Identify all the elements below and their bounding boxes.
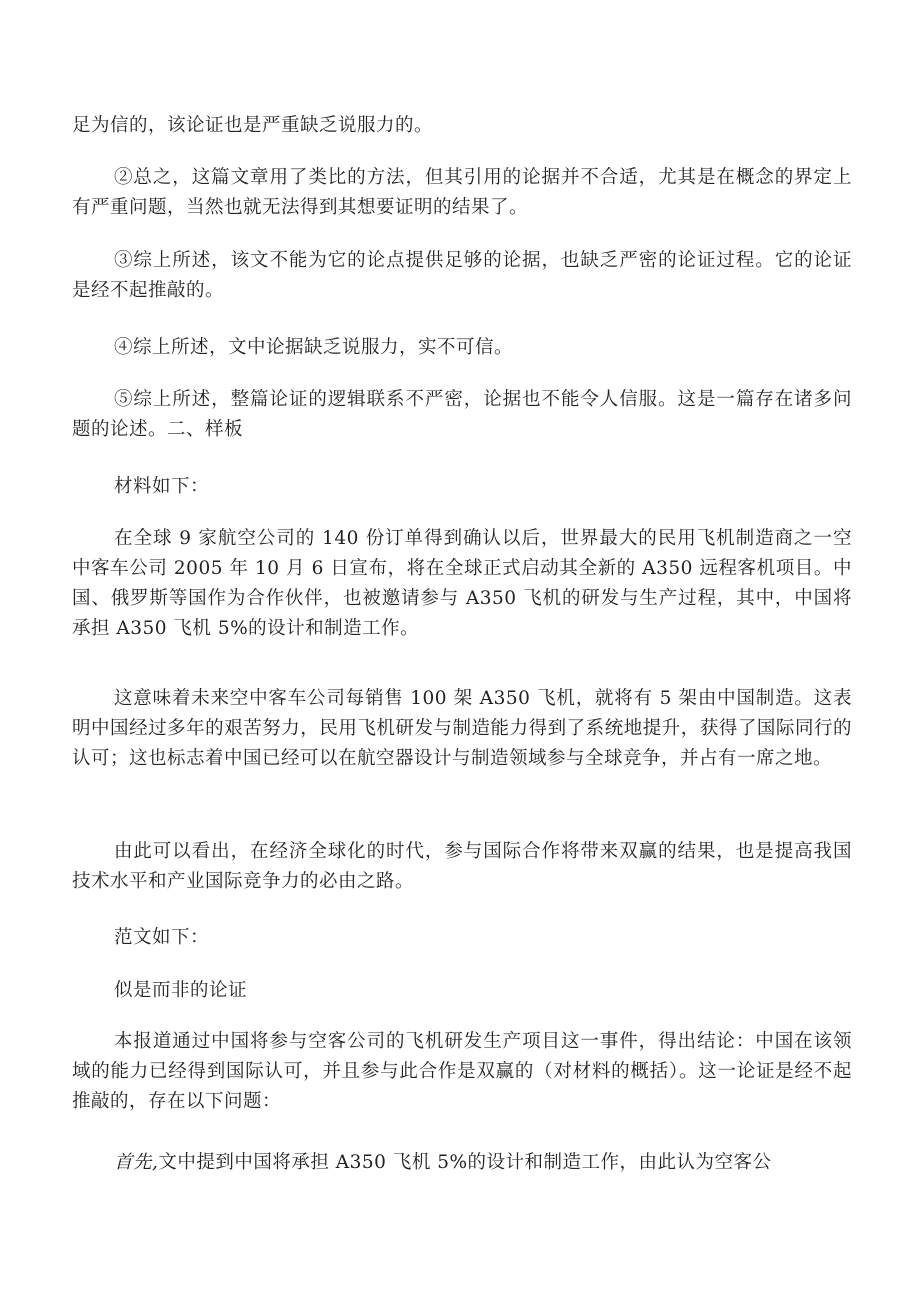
paragraph-8: 这意味着未来空中客车公司每销售 100 架 A350 飞机，就将有 5 架由中国制造。这表明中国经过多年的艰苦努力，民用飞机研发与制造能力得到了系统地提升，获得了国际同行的认可；这也标志着中国已经可以在航空器设计与制造领域参与全球竞争，并占有一席之地。 <box>72 688 852 769</box>
paragraph-13-text: 文中提到中国将承担 A350 飞机 5%的设计和制造工作，由此认为空客公 <box>158 1152 772 1173</box>
paragraph-5: ⑤综上所述，整篇论证的逻辑联系不严密，论据也不能令人信服。这是一篇存在诸多问题的论述。二、样板 <box>72 389 852 440</box>
paragraph-13 <box>72 1148 852 1178</box>
paragraph-1: 足为信的，该论证也是严重缺乏说服力的。 <box>72 115 434 136</box>
paragraph-7: 在全球 9 家航空公司的 140 份订单得到确认以后，世界最大的民用飞机制造商之一空中客车公司 2005 年 10 月 6 日宣布，将在全球正式启动其全新的 A350 远程客机项目。中国、俄罗斯等国作为合作伙伴，也被邀请参与 A350 飞机的研发与生产过程，其中，中国将承担 A350 飞机 5%的设计和制造工作。 <box>72 528 852 639</box>
paragraph-2: ②总之，这篇文章用了类比的方法，但其引用的论据并不合适，尤其是在概念的界定上有严重问题，当然也就无法得到其想要证明的结果了。 <box>72 167 852 218</box>
paragraph-10: 范文如下： <box>114 927 210 948</box>
paragraph-6: 材料如下： <box>114 476 210 497</box>
paragraph-13-lead: 首先, <box>114 1152 159 1173</box>
paragraph-12: 本报道通过中国将参与空客公司的飞机研发生产项目这一事件，得出结论：中国在该领域的能力已经得到国际认可，并且参与此合作是双赢的（对材料的概括）。这一论证是经不起推敲的，存在以下问题： <box>72 1031 852 1112</box>
paragraph-9: 由此可以看出，在经济全球化的时代，参与国际合作将带来双赢的结果，也是提高我国技术水平和产业国际竞争力的必由之路。 <box>72 841 852 892</box>
paragraph-4: ④综上所述，文中论据缺乏说服力，实不可信。 <box>114 337 514 358</box>
paragraph-3: ③综上所述，该文不能为它的论点提供足够的论据，也缺乏严密的论证过程。它的论证是经不起推敲的。 <box>72 250 852 301</box>
paragraph-11: 似是而非的论证 <box>114 980 248 1001</box>
